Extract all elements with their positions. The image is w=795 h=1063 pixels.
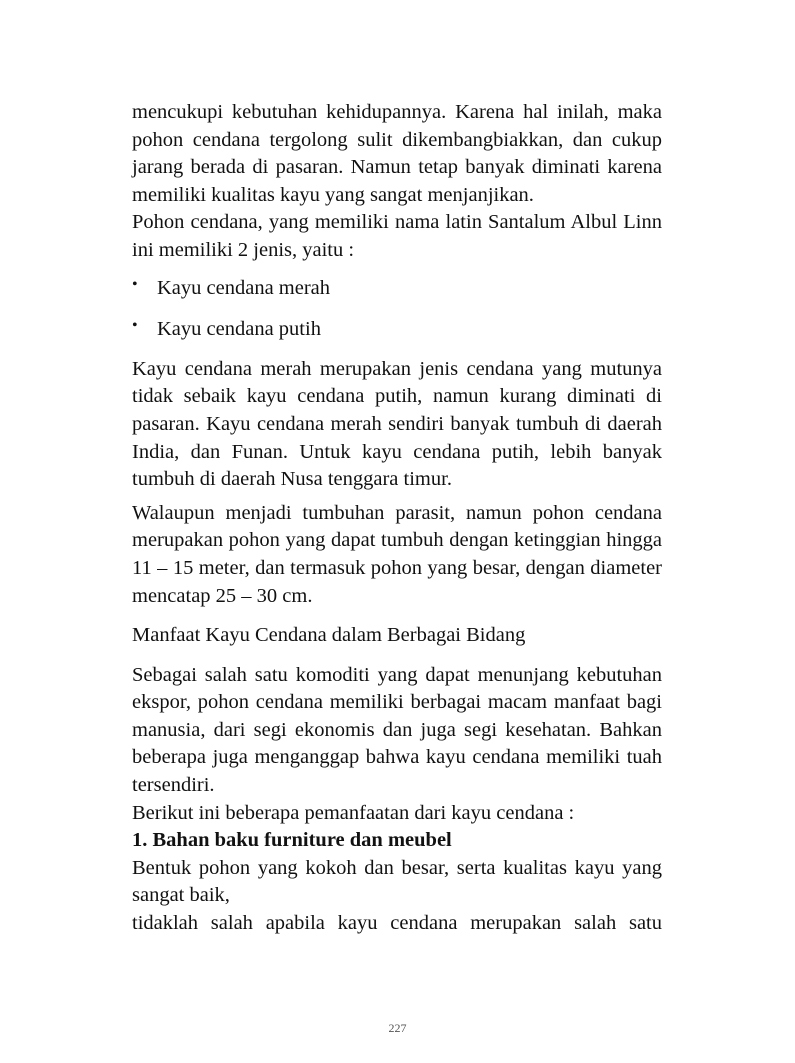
list-item-text: Kayu cendana merah [157, 276, 331, 299]
list-item [132, 316, 662, 344]
paragraph-8: Bentuk pohon yang kokoh dan besar, serta kualitas kayu yang sangat baik, [132, 856, 662, 907]
paragraph-1: mencukupi kebutuhan kehidupannya. Karena hal inilah, maka pohon cendana tergolong sulit dikembangbiakkan, dan cukup jarang berada di pasaran. Namun tetap banyak diminati karena memiliki kualitas kayu yang sangat menjanjikan. [132, 101, 662, 206]
page-number: 227 [388, 1021, 407, 1035]
paragraph-7: Berikut ini beberapa pemanfaatan dari kayu cendana : [132, 801, 575, 824]
paragraph-6: Sebagai salah satu komoditi yang dapat menunjang kebutuhan ekspor, pohon cendana memiliki berbagai macam manfaat bagi manusia, dari segi ekonomis dan juga segi kesehatan. Bahkan beberapa juga menganggap bahwa kayu cendana memiliki tuah tersendiri. [132, 663, 662, 797]
paragraph-2: Pohon cendana, yang memiliki nama latin Santalum Albul Linn ini memiliki 2 jenis, yaitu : [132, 211, 662, 261]
subheading-1: 1. Bahan baku furniture dan meubel [132, 829, 452, 852]
paragraph-3: Kayu cendana merah merupakan jenis cendana yang mutunya tidak sebaik kayu cendana putih, namun kurang diminati di pasaran. Kayu cendana merah sendiri banyak tumbuh di daerah India, dan Funan. Untuk kayu cendana putih, lebih banyak tumbuh di daerah Nusa tenggara timur. [132, 357, 662, 491]
paragraph-4: Walaupun menjadi tumbuhan parasit, namun pohon cendana merupakan pohon yang dapat tumbuh dengan ketinggian hingga 11 – 15 meter, dan termasuk pohon yang besar, dengan diameter mencatap 25 – 30 cm. [132, 501, 662, 607]
page-body [132, 99, 662, 938]
section-heading: Manfaat Kayu Cendana dalam Berbagai Bidang [132, 624, 526, 647]
wood-types-list [132, 275, 662, 344]
bullet-icon: • [132, 317, 138, 335]
paragraph-9: tidaklah salah apabila kayu cendana merupakan salah satu [132, 912, 662, 935]
list-item-text: Kayu cendana putih [157, 318, 321, 341]
list-item [132, 275, 662, 303]
bullet-icon: • [132, 275, 138, 293]
